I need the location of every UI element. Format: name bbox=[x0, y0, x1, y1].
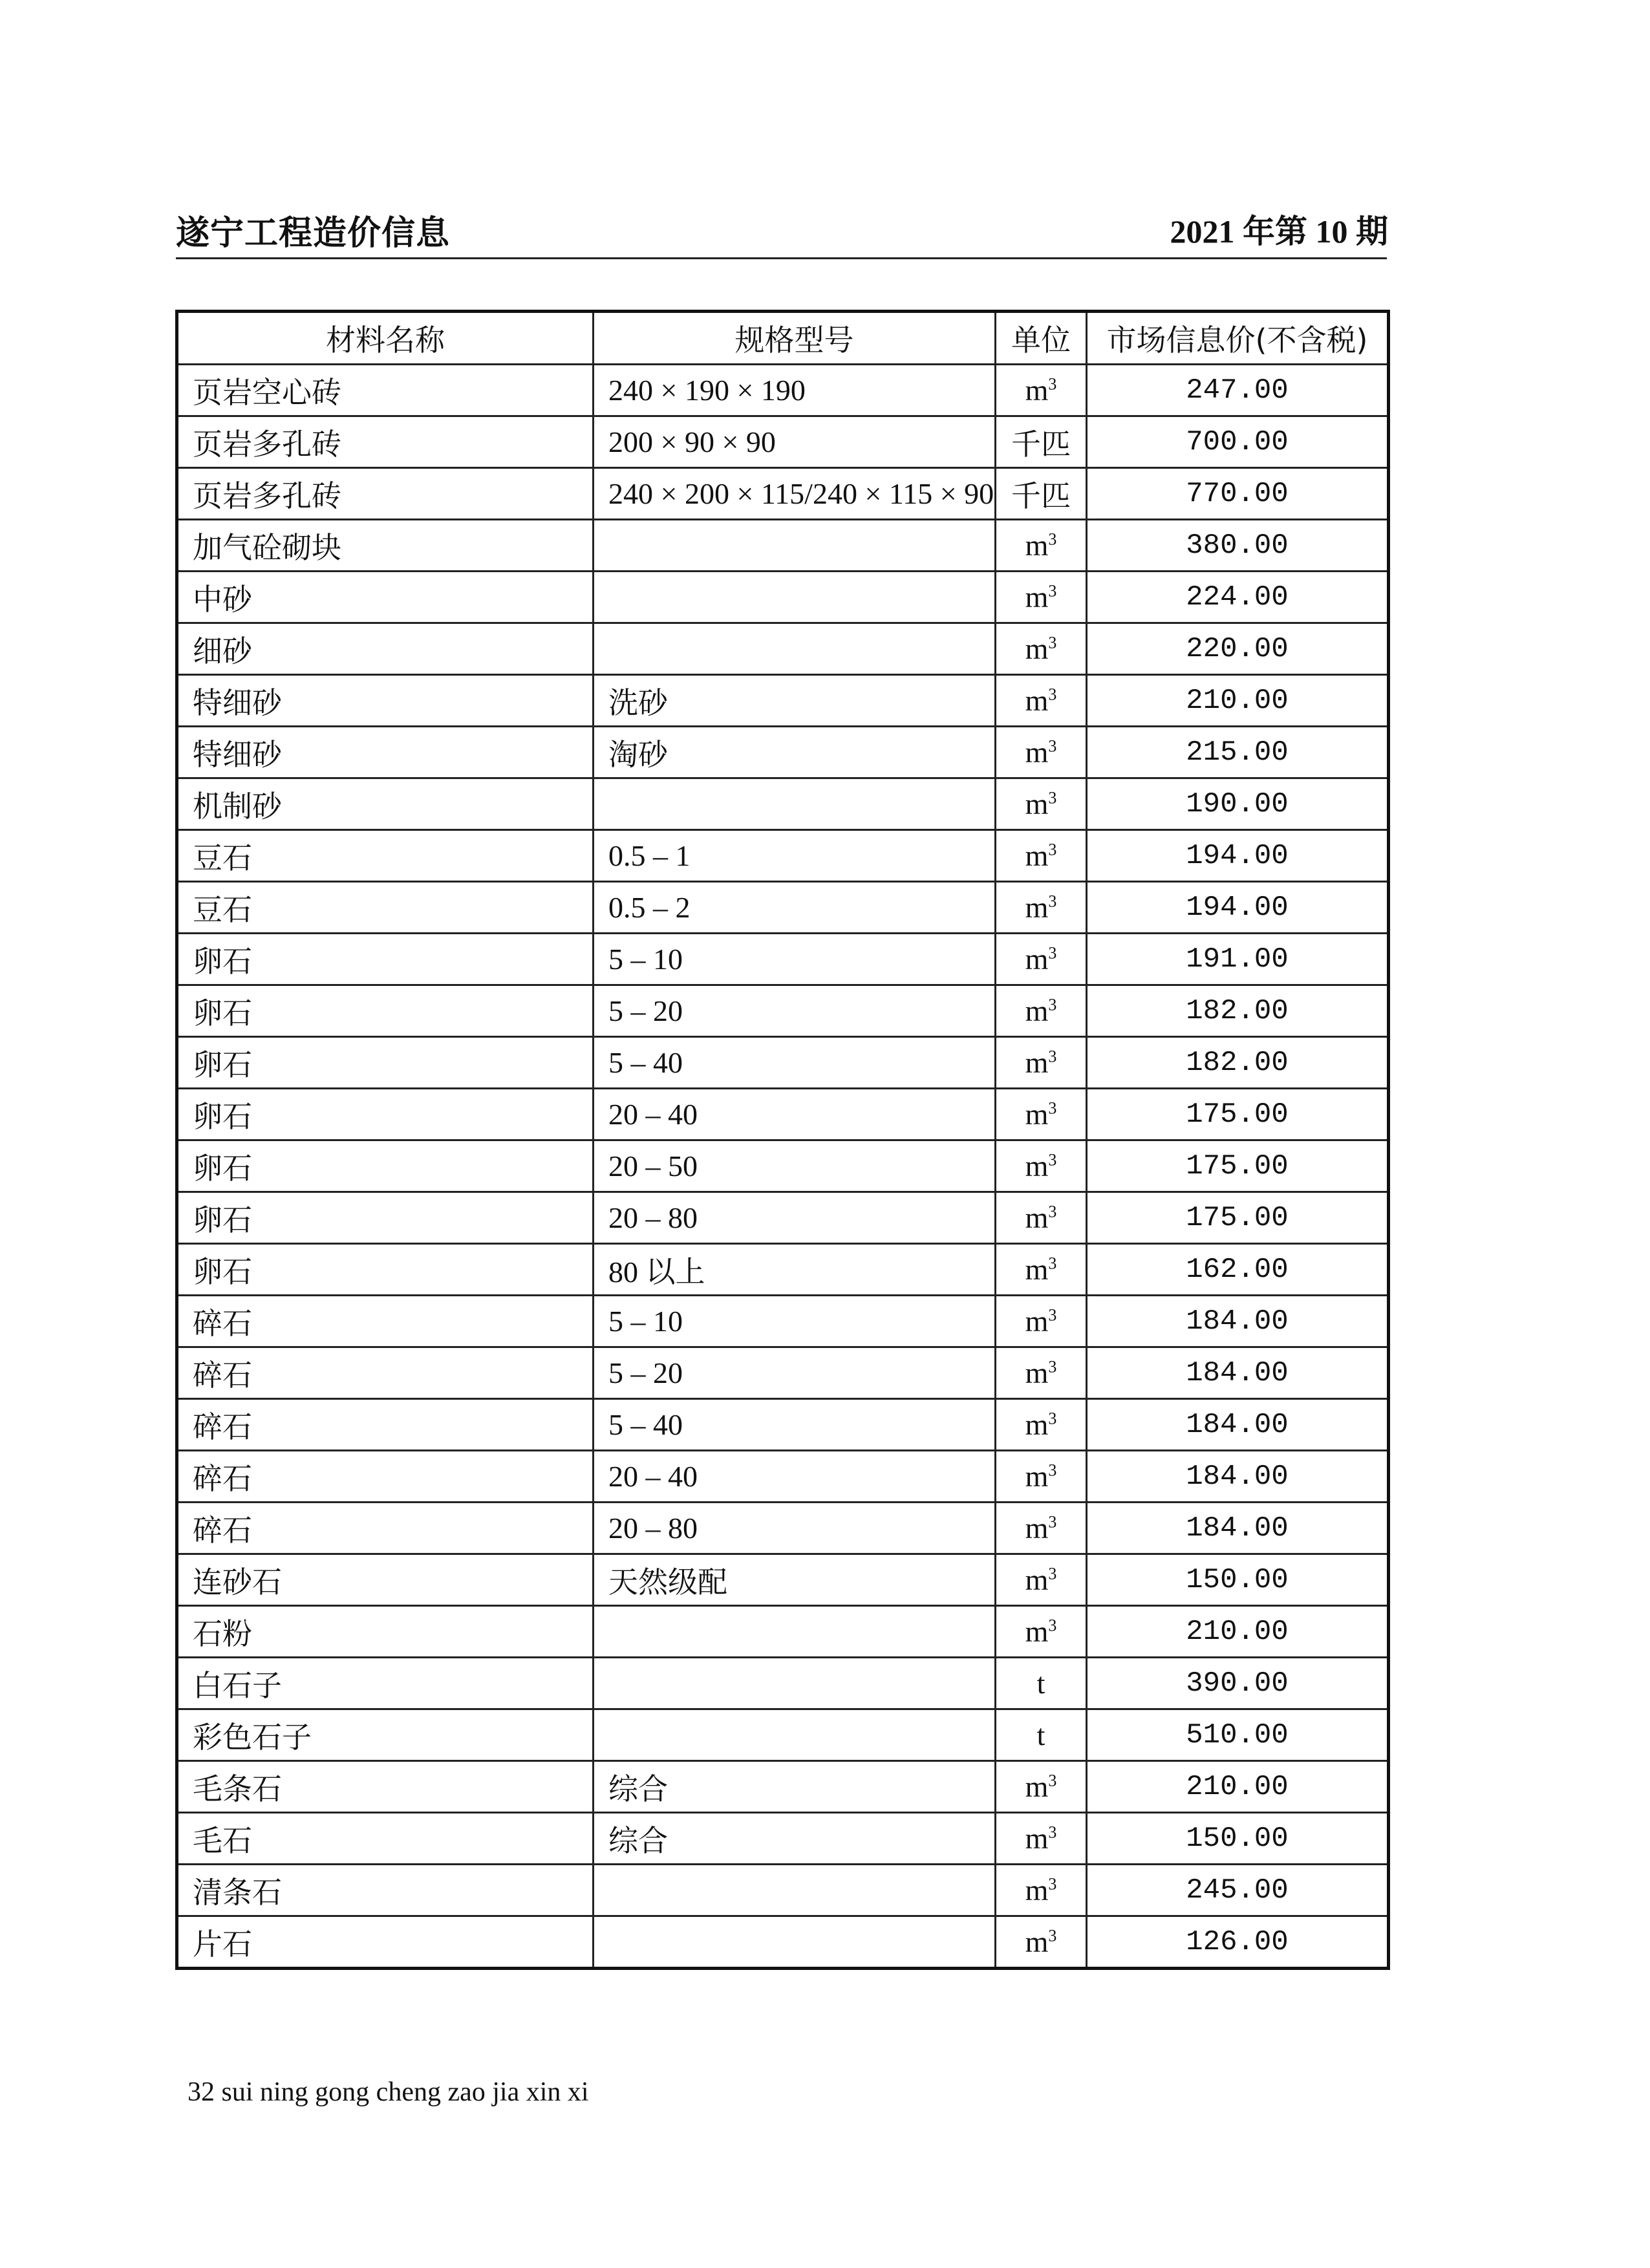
price-cell: 380.00 bbox=[1087, 520, 1389, 572]
unit-cell: $m^3$ bbox=[996, 1347, 1087, 1399]
table-row bbox=[177, 365, 1389, 416]
material-name-cell: 白石子 bbox=[177, 1658, 594, 1709]
material-name-cell: 卵石 bbox=[177, 1192, 594, 1244]
spec-model-cell bbox=[594, 1865, 996, 1916]
spec-model-cell: 5 – 40 bbox=[594, 1037, 996, 1089]
price-cell: 150.00 bbox=[1087, 1813, 1389, 1865]
price-cell: 182.00 bbox=[1087, 1037, 1389, 1089]
material-name-cell: 毛条石 bbox=[177, 1761, 594, 1813]
unit-cell: $m^3$ bbox=[996, 520, 1087, 572]
price-cell: 150.00 bbox=[1087, 1554, 1389, 1606]
table-row bbox=[177, 830, 1389, 882]
unit-cell: $m^3$ bbox=[996, 1813, 1087, 1865]
material-name-cell: 页岩多孔砖 bbox=[177, 416, 594, 468]
unit-cell: $m^3$ bbox=[996, 1606, 1087, 1658]
spec-model-cell: 0.5 – 1 bbox=[594, 830, 996, 882]
price-cell: 510.00 bbox=[1087, 1709, 1389, 1761]
table-row bbox=[177, 1503, 1389, 1554]
material-name-cell: 豆石 bbox=[177, 830, 594, 882]
price-cell: 162.00 bbox=[1087, 1244, 1389, 1296]
unit-cell: $m^3$ bbox=[996, 1296, 1087, 1347]
table-row bbox=[177, 1296, 1389, 1347]
unit-cell: $m^3$ bbox=[996, 934, 1087, 985]
spec-model-cell: 5 – 10 bbox=[594, 1296, 996, 1347]
unit-cell: 千匹 bbox=[996, 416, 1087, 468]
issue-number: 2021 年第 10 期 bbox=[1170, 213, 1388, 250]
table-row bbox=[177, 520, 1389, 572]
unit-cell: $m^3$ bbox=[996, 1554, 1087, 1606]
table-body bbox=[177, 365, 1389, 1969]
spec-model-cell: 综合 bbox=[594, 1813, 996, 1865]
price-cell: 191.00 bbox=[1087, 934, 1389, 985]
material-name-cell: 碎石 bbox=[177, 1503, 594, 1554]
spec-model-cell: 20 – 80 bbox=[594, 1503, 996, 1554]
table-row bbox=[177, 1037, 1389, 1089]
material-name-cell: 卵石 bbox=[177, 1244, 594, 1296]
price-cell: 190.00 bbox=[1087, 778, 1389, 830]
spec-model-cell bbox=[594, 520, 996, 572]
material-name-cell: 页岩多孔砖 bbox=[177, 468, 594, 520]
table-row bbox=[177, 1451, 1389, 1503]
spec-model-cell: 20 – 40 bbox=[594, 1089, 996, 1140]
publication-title: 遂宁工程造价信息 bbox=[176, 214, 451, 253]
spec-model-cell bbox=[594, 1709, 996, 1761]
spec-model-cell: 20 – 50 bbox=[594, 1140, 996, 1192]
table-row bbox=[177, 1606, 1389, 1658]
table-row bbox=[177, 675, 1389, 727]
material-name-cell: 片石 bbox=[177, 1916, 594, 1969]
spec-model-cell: 240 × 190 × 190 bbox=[594, 365, 996, 416]
material-name-cell: 碎石 bbox=[177, 1296, 594, 1347]
price-cell: 184.00 bbox=[1087, 1296, 1389, 1347]
price-cell: 247.00 bbox=[1087, 365, 1389, 416]
table-row bbox=[177, 1658, 1389, 1709]
material-name-cell: 机制砂 bbox=[177, 778, 594, 830]
unit-cell: $m^3$ bbox=[996, 623, 1087, 675]
price-cell: 126.00 bbox=[1087, 1916, 1389, 1969]
price-cell: 210.00 bbox=[1087, 1761, 1389, 1813]
table-row bbox=[177, 882, 1389, 934]
unit-cell: $m^3$ bbox=[996, 882, 1087, 934]
table-row bbox=[177, 1244, 1389, 1296]
table-row bbox=[177, 1813, 1389, 1865]
unit-cell: $m^3$ bbox=[996, 1761, 1087, 1813]
unit-cell: $m^3$ bbox=[996, 778, 1087, 830]
material-name-cell: 卵石 bbox=[177, 934, 594, 985]
spec-model-cell bbox=[594, 778, 996, 830]
price-cell: 175.00 bbox=[1087, 1140, 1389, 1192]
spec-model-cell: 洗砂 bbox=[594, 675, 996, 727]
spec-model-cell bbox=[594, 1658, 996, 1709]
unit-cell: $m^3$ bbox=[996, 1916, 1087, 1969]
spec-model-cell: 5 – 20 bbox=[594, 1347, 996, 1399]
material-name-cell: 石粉 bbox=[177, 1606, 594, 1658]
price-cell: 194.00 bbox=[1087, 882, 1389, 934]
unit-cell: $m^3$ bbox=[996, 1865, 1087, 1916]
material-name-cell: 卵石 bbox=[177, 1089, 594, 1140]
spec-model-cell bbox=[594, 623, 996, 675]
price-cell: 175.00 bbox=[1087, 1089, 1389, 1140]
price-cell: 184.00 bbox=[1087, 1399, 1389, 1451]
table-row bbox=[177, 1865, 1389, 1916]
price-cell: 184.00 bbox=[1087, 1347, 1389, 1399]
table-row bbox=[177, 572, 1389, 623]
material-name-cell: 特细砂 bbox=[177, 727, 594, 778]
material-name-cell: 彩色石子 bbox=[177, 1709, 594, 1761]
unit-cell: $m^3$ bbox=[996, 365, 1087, 416]
price-cell: 390.00 bbox=[1087, 1658, 1389, 1709]
price-cell: 245.00 bbox=[1087, 1865, 1389, 1916]
material-name-cell: 页岩空心砖 bbox=[177, 365, 594, 416]
price-cell: 700.00 bbox=[1087, 416, 1389, 468]
spec-model-cell: 240 × 200 × 115/240 × 115 × 90 bbox=[594, 468, 996, 520]
unit-cell: $m^3$ bbox=[996, 1140, 1087, 1192]
table-row bbox=[177, 1399, 1389, 1451]
spec-model-cell: 天然级配 bbox=[594, 1554, 996, 1606]
table-row bbox=[177, 1347, 1389, 1399]
page-footer: 32 sui ning gong cheng zao jia xin xi bbox=[188, 2077, 589, 2107]
header-divider bbox=[176, 257, 1387, 259]
unit-cell: $m^3$ bbox=[996, 1503, 1087, 1554]
unit-cell: $m^3$ bbox=[996, 572, 1087, 623]
spec-model-cell bbox=[594, 572, 996, 623]
material-name-cell: 连砂石 bbox=[177, 1554, 594, 1606]
spec-model-cell: 5 – 40 bbox=[594, 1399, 996, 1451]
material-name-cell: 细砂 bbox=[177, 623, 594, 675]
column-header-price: 市场信息价(不含税) bbox=[1087, 312, 1389, 365]
unit-cell: $m^3$ bbox=[996, 727, 1087, 778]
unit-cell: 千匹 bbox=[996, 468, 1087, 520]
price-cell: 220.00 bbox=[1087, 623, 1389, 675]
spec-model-cell: 0.5 – 2 bbox=[594, 882, 996, 934]
price-cell: 210.00 bbox=[1087, 675, 1389, 727]
unit-cell: $m^3$ bbox=[996, 1192, 1087, 1244]
price-cell: 184.00 bbox=[1087, 1451, 1389, 1503]
price-cell: 175.00 bbox=[1087, 1192, 1389, 1244]
unit-cell: t bbox=[996, 1709, 1087, 1761]
spec-model-cell bbox=[594, 1916, 996, 1969]
unit-cell: $m^3$ bbox=[996, 1037, 1087, 1089]
table-row bbox=[177, 727, 1389, 778]
table-row bbox=[177, 985, 1389, 1037]
unit-cell: $m^3$ bbox=[996, 830, 1087, 882]
spec-model-cell: 20 – 80 bbox=[594, 1192, 996, 1244]
material-name-cell: 中砂 bbox=[177, 572, 594, 623]
price-cell: 184.00 bbox=[1087, 1503, 1389, 1554]
material-price-table bbox=[175, 310, 1390, 1970]
price-cell: 194.00 bbox=[1087, 830, 1389, 882]
unit-cell: $m^3$ bbox=[996, 1244, 1087, 1296]
material-name-cell: 毛石 bbox=[177, 1813, 594, 1865]
table-row bbox=[177, 1089, 1389, 1140]
table-row bbox=[177, 778, 1389, 830]
material-name-cell: 碎石 bbox=[177, 1399, 594, 1451]
price-cell: 210.00 bbox=[1087, 1606, 1389, 1658]
unit-cell: t bbox=[996, 1658, 1087, 1709]
table-row bbox=[177, 1192, 1389, 1244]
material-name-cell: 加气砼砌块 bbox=[177, 520, 594, 572]
spec-model-cell: 淘砂 bbox=[594, 727, 996, 778]
material-name-cell: 清条石 bbox=[177, 1865, 594, 1916]
column-header-unit: 单位 bbox=[996, 312, 1087, 365]
table-row bbox=[177, 1140, 1389, 1192]
column-header-spec: 规格型号 bbox=[594, 312, 996, 365]
table-row bbox=[177, 1916, 1389, 1969]
price-cell: 182.00 bbox=[1087, 985, 1389, 1037]
material-name-cell: 豆石 bbox=[177, 882, 594, 934]
spec-model-cell: 20 – 40 bbox=[594, 1451, 996, 1503]
price-cell: 215.00 bbox=[1087, 727, 1389, 778]
unit-cell: $m^3$ bbox=[996, 1399, 1087, 1451]
material-name-cell: 碎石 bbox=[177, 1451, 594, 1503]
spec-model-cell: 5 – 20 bbox=[594, 985, 996, 1037]
column-header-name: 材料名称 bbox=[177, 312, 594, 365]
material-name-cell: 卵石 bbox=[177, 985, 594, 1037]
price-cell: 770.00 bbox=[1087, 468, 1389, 520]
table-header-row bbox=[177, 312, 1389, 365]
spec-model-cell: 200 × 90 × 90 bbox=[594, 416, 996, 468]
table-row bbox=[177, 416, 1389, 468]
spec-model-cell: 80 以上 bbox=[594, 1244, 996, 1296]
material-name-cell: 卵石 bbox=[177, 1037, 594, 1089]
table-row bbox=[177, 1709, 1389, 1761]
table-row bbox=[177, 934, 1389, 985]
unit-cell: $m^3$ bbox=[996, 1451, 1087, 1503]
unit-cell: $m^3$ bbox=[996, 1089, 1087, 1140]
material-name-cell: 碎石 bbox=[177, 1347, 594, 1399]
spec-model-cell: 综合 bbox=[594, 1761, 996, 1813]
unit-cell: $m^3$ bbox=[996, 675, 1087, 727]
price-cell: 224.00 bbox=[1087, 572, 1389, 623]
table-row bbox=[177, 1554, 1389, 1606]
table-row bbox=[177, 468, 1389, 520]
unit-cell: $m^3$ bbox=[996, 985, 1087, 1037]
material-name-cell: 特细砂 bbox=[177, 675, 594, 727]
spec-model-cell bbox=[594, 1606, 996, 1658]
table-row bbox=[177, 623, 1389, 675]
spec-model-cell: 5 – 10 bbox=[594, 934, 996, 985]
table-row bbox=[177, 1761, 1389, 1813]
material-name-cell: 卵石 bbox=[177, 1140, 594, 1192]
